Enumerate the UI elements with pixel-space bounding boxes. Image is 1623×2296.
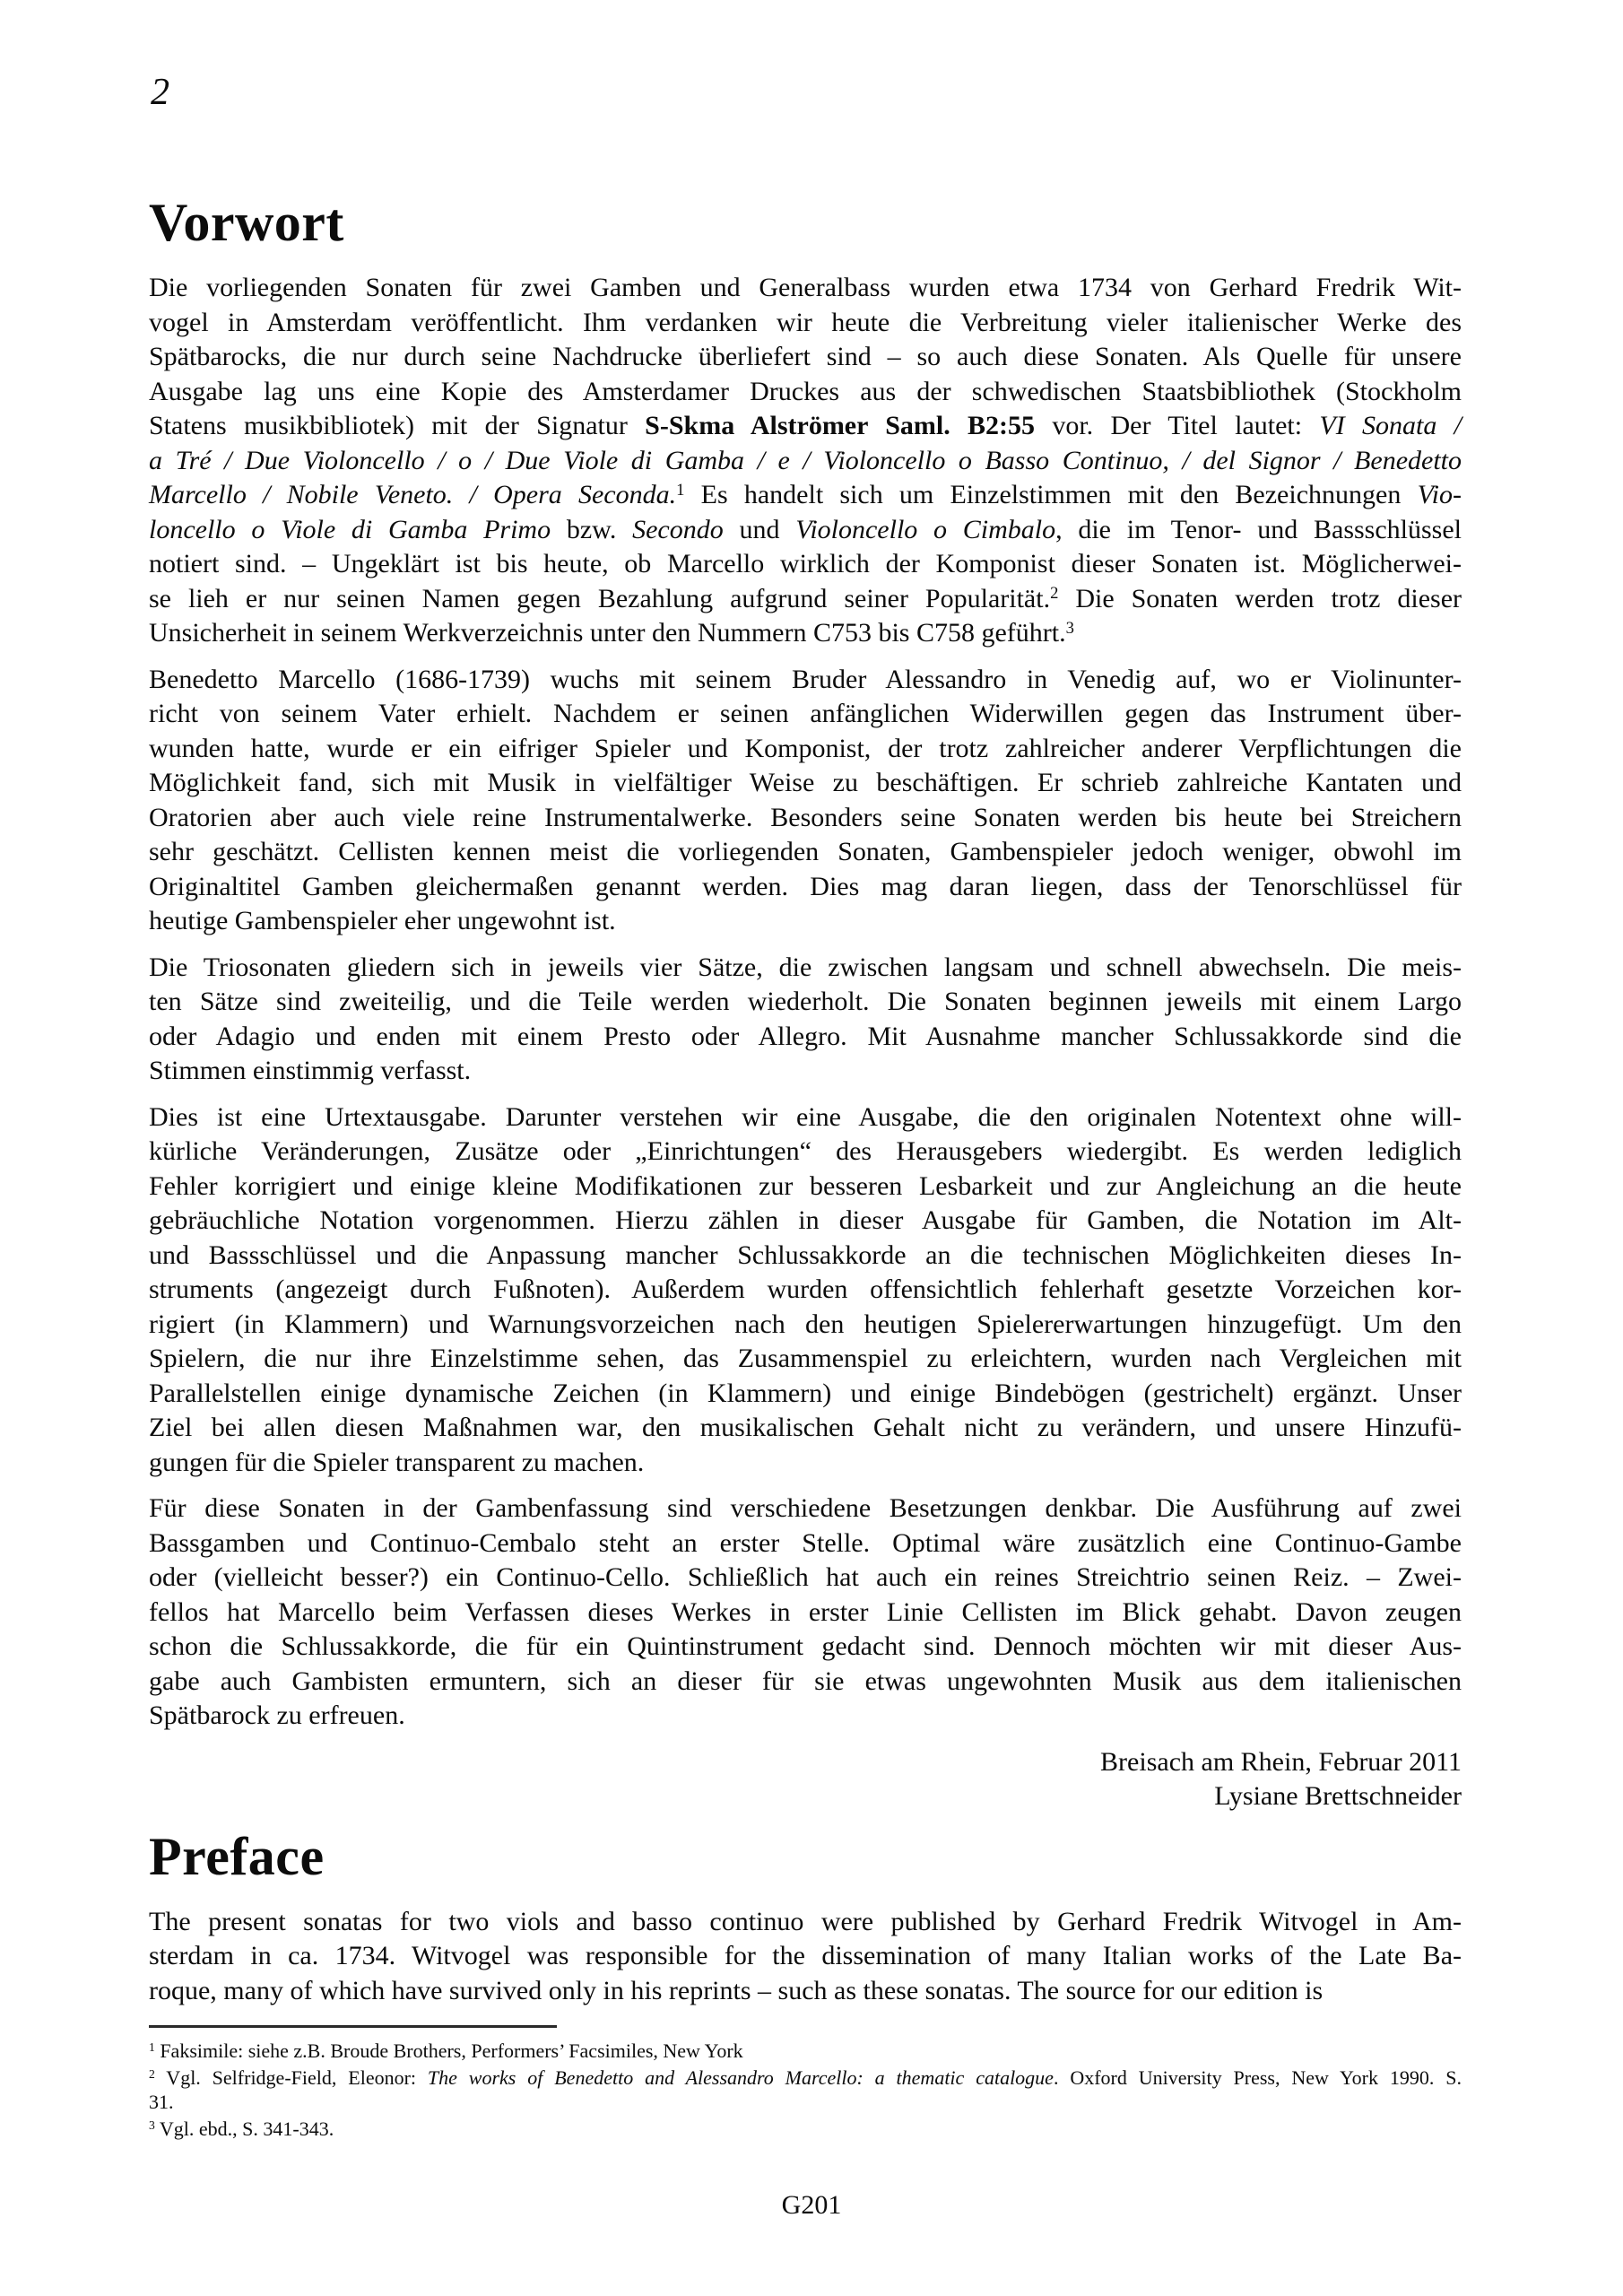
text-line xyxy=(149,513,1462,548)
text-line xyxy=(149,1411,1462,1446)
text-line xyxy=(149,2039,1462,2063)
footnote-reference: 1 xyxy=(676,480,685,500)
text-line xyxy=(149,835,1462,870)
text-line xyxy=(149,1054,1462,1089)
text-line xyxy=(149,1020,1462,1055)
text-line xyxy=(149,340,1462,375)
text-line xyxy=(149,1526,1462,1561)
text-segment: Faksimile: siehe z.B. Broude Brothers, Performers’ Facsimiles, New York xyxy=(154,2039,743,2062)
text-line xyxy=(149,663,1462,698)
text-line xyxy=(149,2117,1462,2141)
text-line xyxy=(149,1939,1462,1974)
text-segment: richt von seinem Vater erhielt. Nachdem er seinen anfänglichen Widerwillen gegen das Instrument über- xyxy=(149,699,1462,728)
paragraph xyxy=(149,271,1462,651)
page-number: 2 xyxy=(151,72,169,113)
text-segment: heutige Gambenspieler eher ungewohnt ist. xyxy=(149,906,616,935)
text-segment: kürliche Veränderungen, Zusätze oder „Einrichtungen“ des Herausgebers wiedergibt. Es werden lediglich xyxy=(149,1136,1462,1166)
text-segment: wunden hatte, wurde er ein eifriger Spieler und Komponist, der trotz zahlreicher anderer Verpflichtungen die xyxy=(149,733,1462,763)
text-line xyxy=(149,582,1462,617)
text-line xyxy=(149,732,1462,767)
text-segment: 31. xyxy=(149,2091,174,2113)
text-segment: sterdam in ca. 1734. Witvogel was responsible for the dissemination of many Italian works of the Late Ba- xyxy=(149,1941,1462,1970)
text-line xyxy=(149,1596,1462,1631)
text-segment: Möglichkeit fand, sich mit Musik in vielfältiger Weise zu beschäftigen. Er schrieb zahlreiche Kantaten und xyxy=(149,768,1462,797)
text-segment: und Bassschlüssel und die Anpassung mancher Schlussakkorde an die technischen Möglichkeiten dieses In- xyxy=(149,1239,1462,1270)
text-segment: fellos hat Marcello beim Verfassen dieses Werkes in erster Linie Cellisten im Blick gehabt. Davon zeugen xyxy=(149,1596,1462,1627)
text-segment: S-Skma Alströmer Saml. B2:55 xyxy=(645,411,1036,440)
text-segment: Statens musikbibliotek) mit der Signatur xyxy=(149,411,646,440)
text-line xyxy=(149,1308,1462,1343)
text-line xyxy=(149,1342,1462,1377)
text-line xyxy=(149,271,1462,306)
text-line xyxy=(149,616,1462,651)
text-segment: Oratorien aber auch viele reine Instrumentalwerke. Besonders seine Sonaten werden bis heute bei Streichern xyxy=(149,802,1462,832)
text-line xyxy=(149,801,1462,836)
text-line xyxy=(149,1377,1462,1412)
footnote-reference: 3 xyxy=(149,2118,155,2133)
text-line xyxy=(149,1630,1462,1665)
text-segment: loncello o Viole di Gamba Primo xyxy=(149,514,551,544)
text-line xyxy=(149,306,1462,341)
text-line xyxy=(149,1170,1462,1205)
paragraph xyxy=(149,1905,1462,2009)
signature-place-date: Breisach am Rhein, Februar 2011 xyxy=(1100,1746,1462,1777)
text-segment: The present sonatas for two viols and basso continuo were published by Gerhard Fredrik Witvogel in Am- xyxy=(149,1906,1462,1936)
text-segment: oder Adagio und enden mit einem Presto oder Allegro. Mit Ausnahme mancher Schlussakkorde sind die xyxy=(149,1021,1462,1051)
text-line xyxy=(149,2066,1462,2090)
text-segment: a Tré / Due Violoncello / o / Due Viole di Gamba / e / Violoncello o Basso Continuo, / del Signor / Benedetto xyxy=(149,445,1462,475)
text-line xyxy=(149,2090,1462,2114)
text-segment: notiert sind. – Ungeklärt ist bis heute, ob Marcello wirklich der Komponist dieser Sonaten ist. Möglicherwei- xyxy=(149,549,1462,578)
text-segment: und xyxy=(723,514,796,544)
text-line xyxy=(149,1239,1462,1274)
text-line xyxy=(149,1100,1462,1135)
footnote-separator-rule xyxy=(149,2025,557,2028)
text-segment: Benedetto Marcello (1686-1739) wuchs mit seinem Bruder Alessandro in Venedig auf, wo er Violinunter- xyxy=(149,664,1462,694)
text-segment: Es handelt sich um Einzelstimmen mit den Bezeichnungen xyxy=(684,480,1418,509)
text-segment: Parallelstellen einige dynamische Zeichen (in Klammern) und einige Bindebögen (gestrichelt) ergänzt. Unser xyxy=(149,1378,1462,1408)
footnote-list xyxy=(149,2039,1462,2141)
text-segment: oder (vielleicht besser?) ein Continuo-Cello. Schließlich hat auch ein reines Streichtrio seinen Reiz. – Zwei- xyxy=(149,1562,1462,1592)
text-segment: Ziel bei allen diesen Maßnahmen war, den musikalischen Gehalt nicht zu verändern, und unsere Hinzufü- xyxy=(149,1413,1462,1442)
heading-vorwort: Vorwort xyxy=(149,193,344,252)
text-line xyxy=(149,409,1462,444)
text-segment: Spätbarock zu erfreuen. xyxy=(149,1700,405,1730)
text-segment: Ausgabe lag uns eine Kopie des Amsterdamer Druckes aus der schwedischen Staatsbibliothek (Stockholm xyxy=(149,376,1462,406)
text-segment: vogel in Amsterdam veröffentlicht. Ihm verdanken wir heute die Verbreitung vieler italienischer Werke des xyxy=(149,307,1462,337)
paragraph xyxy=(149,2066,1462,2114)
page-content xyxy=(149,0,1462,2008)
text-line xyxy=(149,1204,1462,1239)
footnote-reference: 1 xyxy=(149,2040,155,2055)
text-segment: schon die Schlussakkorde, die für ein Quintinstrument gedacht sind. Dennoch möchten wir mit dieser Aus- xyxy=(149,1631,1462,1661)
text-segment: , die im Tenor- und Bassschlüssel xyxy=(1055,514,1462,544)
text-segment: . Oxford University Press, New York 1990. S. xyxy=(1053,2066,1462,2089)
text-segment: Stimmen einstimmig verfasst. xyxy=(149,1056,472,1085)
text-segment: gebräuchliche Notation vorgenommen. Hierzu zählen in dieser Ausgabe für Gamben, die Notation im Alt- xyxy=(149,1205,1462,1235)
text-line xyxy=(149,697,1462,732)
signature-name: Lysiane Brettschneider xyxy=(1214,1781,1462,1811)
paragraph xyxy=(149,2039,1462,2063)
text-segment: Unsicherheit in seinem Werkverzeichnis unter den Nummern C753 bis C758 geführt. xyxy=(149,618,1066,648)
text-line xyxy=(149,1905,1462,1940)
heading-preface: Preface xyxy=(149,1826,325,1886)
preface-paragraphs xyxy=(149,1905,1462,2009)
text-line xyxy=(149,1974,1462,2009)
text-line xyxy=(149,1561,1462,1596)
text-segment: Für diese Sonaten in der Gambenfassung sind verschiedene Besetzungen denkbar. Die Ausführung auf zwei xyxy=(149,1493,1462,1523)
text-line xyxy=(149,444,1462,479)
text-line xyxy=(149,1665,1462,1700)
text-line xyxy=(149,547,1462,582)
text-segment: Fehler korrigiert und einige kleine Modifikationen zur besseren Lesbarkeit und zur Angleichung an die heute xyxy=(149,1170,1462,1201)
text-segment: Die Sonaten werden trotz dieser xyxy=(1058,583,1462,613)
text-line xyxy=(149,1699,1462,1734)
paragraph xyxy=(149,663,1462,939)
text-line xyxy=(149,985,1462,1020)
text-line xyxy=(149,766,1462,801)
text-line xyxy=(149,1492,1462,1526)
text-line xyxy=(149,1135,1462,1170)
paragraph xyxy=(149,1100,1462,1481)
text-segment: Marcello / Nobile Veneto. / Opera Seconda. xyxy=(149,480,677,509)
text-segment: Dies ist eine Urtextausgabe. Darunter verstehen wir eine Ausgabe, die den originalen Notentext ohne will- xyxy=(149,1101,1462,1132)
vorwort-paragraphs xyxy=(149,271,1462,1734)
text-segment: sehr geschätzt. Cellisten kennen meist die vorliegenden Sonaten, Gambenspieler jedoch weniger, obwohl im xyxy=(149,837,1462,866)
plate-number: G201 xyxy=(781,2190,842,2220)
text-line xyxy=(149,375,1462,410)
text-segment: The works of Benedetto and Alessandro Marcello: a thematic catalogue xyxy=(427,2066,1054,2089)
text-segment: Die vorliegenden Sonaten für zwei Gamben und Generalbass wurden etwa 1734 von Gerhard Fredrik Wit- xyxy=(149,273,1462,302)
footnote-reference: 2 xyxy=(1050,584,1059,604)
text-segment: Violoncello o Cimbalo xyxy=(795,514,1056,544)
text-segment: struments (angezeigt durch Fußnoten). Außerdem wurden offensichtlich fehlerhaft gesetzte Vorzeichen kor- xyxy=(149,1274,1462,1304)
text-line xyxy=(149,904,1462,939)
text-segment: gungen für die Spieler transparent zu machen. xyxy=(149,1447,645,1477)
footnotes-section xyxy=(149,2014,1462,2141)
text-segment: vor. Der Titel lautet: xyxy=(1035,411,1320,440)
text-line xyxy=(149,870,1462,905)
text-segment: gabe auch Gambisten ermuntern, sich an dieser für sie etwas ungewohnten Musik aus dem italienischen xyxy=(149,1665,1462,1696)
paragraph xyxy=(149,1492,1462,1734)
text-segment: Bassgamben und Continuo-Cembalo steht an erster Stelle. Optimal wäre zusätzlich eine Continuo-Gambe xyxy=(149,1527,1462,1558)
signature-block xyxy=(149,1745,1462,1814)
text-segment: VI Sonata / xyxy=(1319,411,1462,440)
text-segment: Originaltitel Gamben gleichermaßen genannt werden. Dies mag daran liegen, dass der Tenorschlüssel für xyxy=(149,871,1462,901)
text-segment: Spielern, die nur ihre Einzelstimme sehen, das Zusammenspiel zu erleichtern, wurden nach Vergleichen mit xyxy=(149,1344,1462,1373)
text-segment: ten Sätze sind zweiteilig, und die Teile werden wiederholt. Die Sonaten beginnen jeweils mit einem Largo xyxy=(149,987,1462,1016)
text-line xyxy=(149,1273,1462,1308)
text-line xyxy=(149,951,1462,986)
paragraph xyxy=(149,951,1462,1089)
text-line xyxy=(149,478,1462,513)
text-segment: se lieh er nur seinen Namen gegen Bezahlung aufgrund seiner Popularität. xyxy=(149,583,1051,613)
text-segment: rigiert (in Klammern) und Warnungsvorzeichen nach den heutigen Spielererwartungen hinzugefügt. Um den xyxy=(149,1309,1462,1339)
text-segment: Spätbarocks, die nur durch seine Nachdrucke überliefert sind – so auch diese Sonaten. Als Quelle für unsere xyxy=(149,342,1462,371)
footnote-reference: 3 xyxy=(1065,618,1074,638)
paragraph xyxy=(149,2117,1462,2141)
text-segment: Vgl. Selfridge-Field, Eleonor: xyxy=(154,2066,428,2089)
text-line xyxy=(149,1446,1462,1481)
text-segment: bzw. xyxy=(551,514,633,544)
text-segment: Vio- xyxy=(1417,480,1462,509)
text-segment: Secondo xyxy=(632,514,724,544)
text-segment: roque, many of which have survived only in his reprints – such as these sonatas. The source for our edition is xyxy=(149,1975,1324,2005)
footnote-reference: 2 xyxy=(149,2067,155,2082)
text-segment: Vgl. ebd., S. 341-343. xyxy=(154,2118,334,2140)
text-segment: Die Triosonaten gliedern sich in jeweils vier Sätze, die zwischen langsam und schnell abwechseln. Die meis- xyxy=(149,952,1462,982)
